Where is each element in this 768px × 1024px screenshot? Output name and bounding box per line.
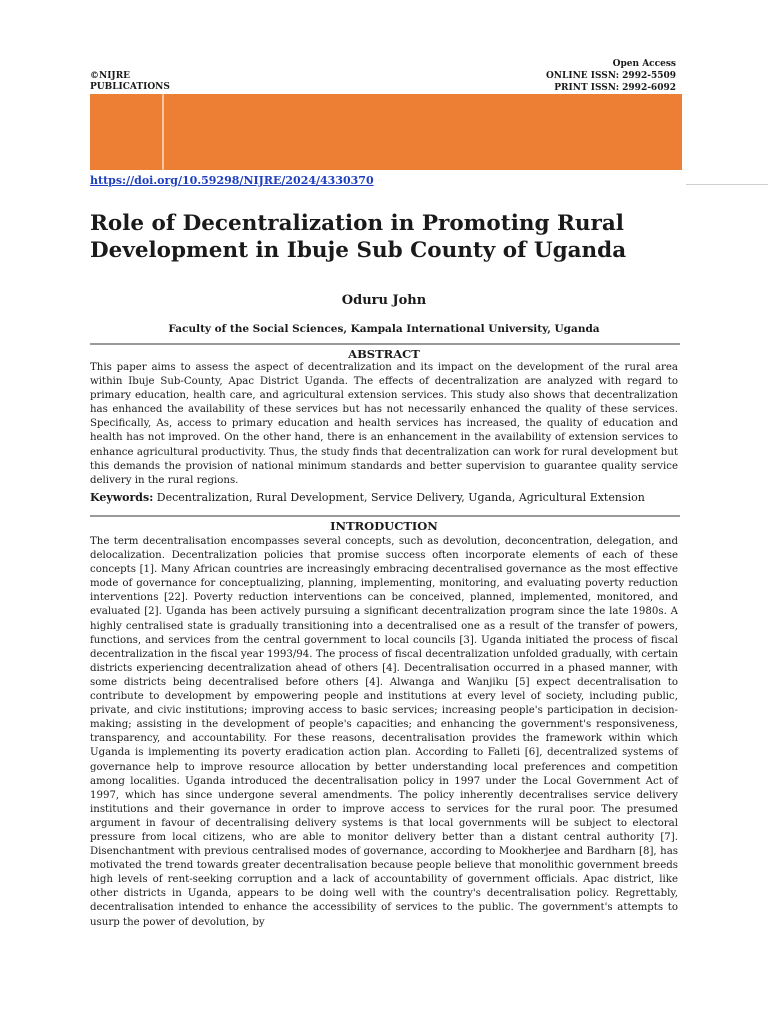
issn-block — [546, 58, 676, 94]
abstract-heading: ABSTRACT — [348, 347, 420, 361]
banner-tile-right — [164, 94, 682, 170]
margin-divider — [686, 184, 768, 185]
keywords-list: Decentralization, Rural Development, Service Delivery, Uganda, Agricultural Extension — [156, 491, 645, 504]
header-banner — [90, 94, 682, 170]
publisher-block — [90, 71, 170, 93]
abstract-text: This paper aims to assess the aspect of decentralization and its impact on the development of the rural area within Ibuje Sub-County, Apac District Uganda. The effects of decentralization are analyzed with regard to primary education, health care, and agricultural extension services. This study also shows that decentralization has enhanced the availability of these services but has not necessarily enhanced the quality of these services. Specifically, As, access to primary education and health services has increased, the quality of education and health has not improved. On the other hand, there is an enhancement in the availability of extension services to enhance agricultural productivity. Thus, the study finds that decentralization can work for rural development but this demands the provision of national minimum standards and better supervision to guarantee quality service delivery in the rural regions. — [90, 362, 678, 486]
introduction-text: The term decentralisation encompasses several concepts, such as devolution, deconcentration, delegation, and delocalization. Decentralization policies that promise success often incorporate elements of each of these concepts [1]. Many African countries are increasingly embracing decentralised governance as the most effective mode of governance for conceptualizing, planning, implementing, monitoring, and evaluating poverty reduction interventions [22]. Poverty reduction interventions can be conceived, planned, implemented, monitored, and evaluated [2]. Uganda has been actively pursuing a significant decentralization program since the late 1980s. A highly centralised state is gradually transitioning into a decentralised one as a result of the transfer of powers, functions, and services from the central government to local councils [3]. Uganda initiated the process of fiscal decentralization in the fiscal year 1993/94. The process of fiscal decentralization unfolded gradually, with certain districts experiencing decentralization ahead of others [4]. Decentralisation occurred in a phased manner, with some districts being decentralised before others [4]. Alwanga and Wanjiku [5] expect decentralisation to contribute to development by empowering people and institutions at every level of society, including public, private, and civic institutions; improving access to basic services; increasing people's participation in decision-making; assisting in the development of people's capacities; and enhancing the government's responsiveness, transparency, and accountability. For these reasons, decentralisation provides the framework within which Uganda is implementing its poverty eradication action plan. According to Falleti [6], decentralized systems of governance help to improve resource allocation by better understanding local preferences and competition among localities. Uganda introduced the decentralisation policy in 1997 under the Local Government Act of 1997, which has since undergone several amendments. The policy inherently decentralises service delivery institutions and their governance in order to improve access to services for the rural poor. The presumed argument in favour of decentralising delivery systems is that local governments will be subject to electoral pressure from local citizens, who are able to monitor delivery better than a distant central authority [7]. Disenchantment with previous centralised modes of governance, according to Mookherjee and Bardharn [8], has motivated the trend towards greater decentralisation because people believe that monolithic government breeds high levels of rent-seeking corruption and a lack of accountability of government officials. Apac district, like other districts in Uganda, appears to be doing well with the country's decentralisation policy. Regrettably, decentralisation intended to enhance the accessibility of services to the public. The government's attempts to usurp the power of devolution, by — [90, 536, 678, 928]
introduction-top-rule — [90, 515, 680, 517]
introduction-heading: INTRODUCTION — [330, 519, 438, 533]
keywords-label: Keywords: — [90, 491, 154, 504]
author-name: Oduru John — [341, 293, 427, 308]
online-issn: ONLINE ISSN: 2992-5509 — [545, 71, 676, 81]
abstract-top-rule — [90, 343, 680, 345]
author-affiliation: Faculty of the Social Sciences, Kampala International University, Uganda — [168, 323, 600, 335]
banner-tile-left — [90, 94, 162, 170]
doi-link[interactable]: https://doi.org/10.59298/NIJRE/2024/4330370 — [90, 174, 374, 187]
publisher-label: PUBLICATIONS — [90, 82, 170, 92]
keywords-line — [90, 491, 678, 505]
publisher-name: ©NIJRE — [90, 71, 131, 81]
open-access-label: Open Access — [612, 59, 676, 69]
print-issn: PRINT ISSN: 2992-6092 — [554, 83, 676, 93]
paper-title: Role of Decentralization in Promoting Rural Development in Ibuje Sub County of Uganda — [90, 211, 627, 263]
